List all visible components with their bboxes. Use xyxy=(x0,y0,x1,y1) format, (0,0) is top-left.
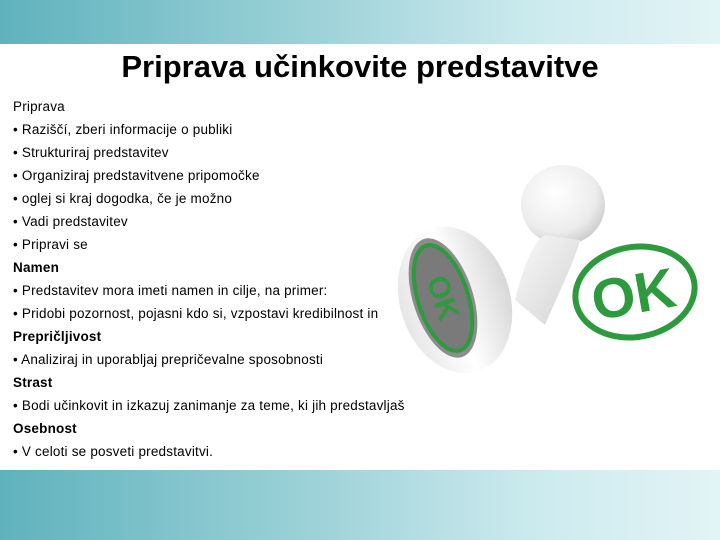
bullet-item: • Pripravi se xyxy=(13,233,443,256)
bottom-decorative-band xyxy=(0,470,720,540)
slide-title: Priprava učinkovite predstavitve xyxy=(121,49,599,84)
bullet-item: • V celoti se posveti predstavitvi. xyxy=(13,440,443,463)
stamp-handle-neck xyxy=(515,235,580,325)
bullet-item: • Organiziraj predstavitvene pripomočke xyxy=(13,164,443,187)
bullet-item: • Raziščí, zberi informacije o publiki xyxy=(13,118,443,141)
section-heading-namen: Namen xyxy=(13,260,60,275)
bullet-item: • Bodi učinkovit in izkazuj zanimanje za teme, ki jih predstavljaš xyxy=(13,394,443,417)
section-heading-strast: Strast xyxy=(13,375,53,390)
section-heading-priprava: Priprava xyxy=(13,99,65,114)
top-decorative-band xyxy=(0,0,720,44)
bullet-item: • Vadi predstavitev xyxy=(13,210,443,233)
section-heading-prepricljivost: Prepričljivost xyxy=(13,329,102,344)
bullet-item: • Analiziraj in uporabljaj prepričevalne sposobnosti xyxy=(13,348,443,371)
bullet-item: • Predstavitev mora imeti namen in cilje, na primer: xyxy=(13,279,443,302)
section-heading-osebnost: Osebnost xyxy=(13,421,77,436)
bullet-item: • Pridobi pozornost, pojasni kdo si, vzpostavi kredibilnost in xyxy=(13,302,421,325)
stamp-face-mark: OK xyxy=(419,271,466,325)
bullet-item: • Strukturiraj predstavitev xyxy=(13,141,443,164)
stamp-handle-knob xyxy=(521,165,605,245)
bullet-item: • oglej si kraj dogodka, če je možno xyxy=(13,187,443,210)
ok-stamp-mark-text: OK xyxy=(586,255,681,333)
ok-stamp-illustration xyxy=(395,150,720,380)
slide-body xyxy=(13,95,443,463)
